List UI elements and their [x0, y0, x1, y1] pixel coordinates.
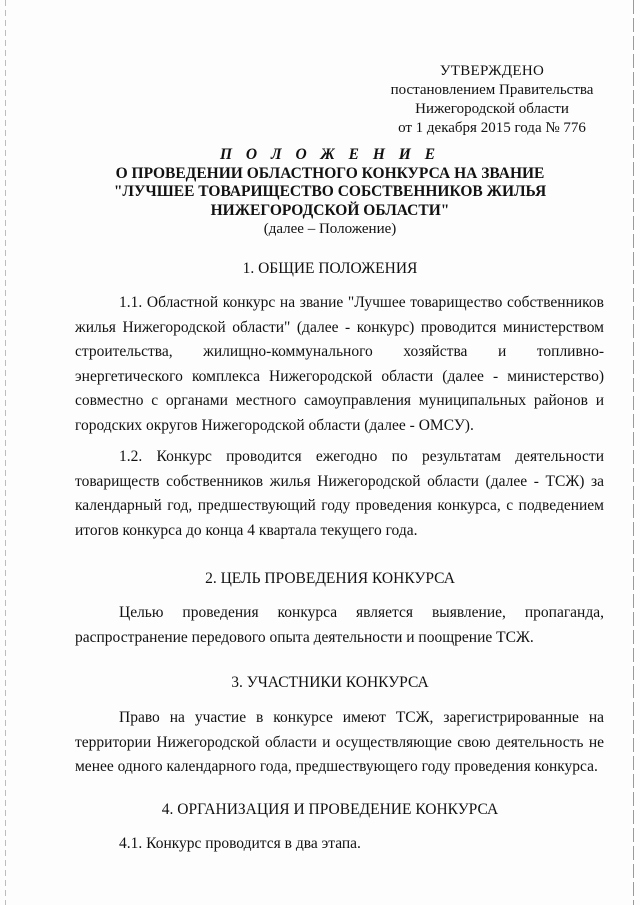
- approval-title: УТВЕРЖДЕНО: [439, 63, 545, 79]
- scan-edge-left: [5, 0, 6, 905]
- section-heading-2: 2. ЦЕЛЬ ПРОВЕДЕНИЯ КОНКУРСА: [205, 570, 455, 587]
- title-line-3: НИЖЕГОРОДСКОЙ ОБЛАСТИ": [210, 201, 450, 219]
- approval-line-3: от 1 декабря 2015 года № 776: [398, 120, 586, 136]
- approval-line-2: Нижегородской области: [415, 101, 569, 117]
- approval-line-1: постановлением Правительства: [390, 82, 594, 98]
- title-note: (далее – Положение): [263, 221, 397, 237]
- scan-edge-right: [633, 0, 634, 905]
- title-line-1: О ПРОВЕДЕНИИ ОБЛАСТНОГО КОНКУРСА НА ЗВАНИЕ: [115, 164, 545, 182]
- approval-stamp: [380, 62, 604, 138]
- document-title: [60, 146, 600, 239]
- paragraph-4-1: 4.1. Конкурс проводится в два этапа.: [119, 835, 361, 852]
- paragraph-1-2: 1.2. Конкурс проводится ежегодно по результатам деятельности товариществ собственников жилья Нижегородской области (далее - ТСЖ) за календарный год, предшествующий году проведения конкурса, с подведением итогов конкурса до конца 4 квартала текущего года.: [75, 448, 604, 539]
- title-line-2: "ЛУЧШЕЕ ТОВАРИЩЕСТВО СОБСТВЕННИКОВ ЖИЛЬЯ: [113, 183, 547, 200]
- paragraph-2: Целью проведения конкурса является выявление, пропаганда, распространение передового опыта деятельности и поощрение ТСЖ.: [75, 604, 604, 646]
- section-heading-4: 4. ОРГАНИЗАЦИЯ И ПРОВЕДЕНИЕ КОНКУРСА: [161, 801, 499, 818]
- paragraph-3: Право на участие в конкурсе имеют ТСЖ, зарегистрированные на территории Нижегородской области и осуществляющие свою деятельность не менее одного календарного года, предшествующего году проведения конкурса.: [75, 709, 604, 775]
- document-kind: П О Л О Ж Е Н И Е: [219, 146, 441, 163]
- section-heading-1: 1. ОБЩИЕ ПОЛОЖЕНИЯ: [242, 260, 418, 277]
- paragraph-1-1: 1.1. Областной конкурс на звание "Лучшее товарищество собственников жилья Нижегородской области" (далее - конкурс) проводится министерством строительства, жилищно-коммунального хозяйства и топливно-энергетического комплекса Нижегородской области (далее - министерство) совместно с органами местного самоуправления муниципальных районов и городских округов Нижегородской области (далее - ОМСУ).: [75, 294, 604, 434]
- section-heading-3: 3. УЧАСТНИКИ КОНКУРСА: [231, 674, 429, 691]
